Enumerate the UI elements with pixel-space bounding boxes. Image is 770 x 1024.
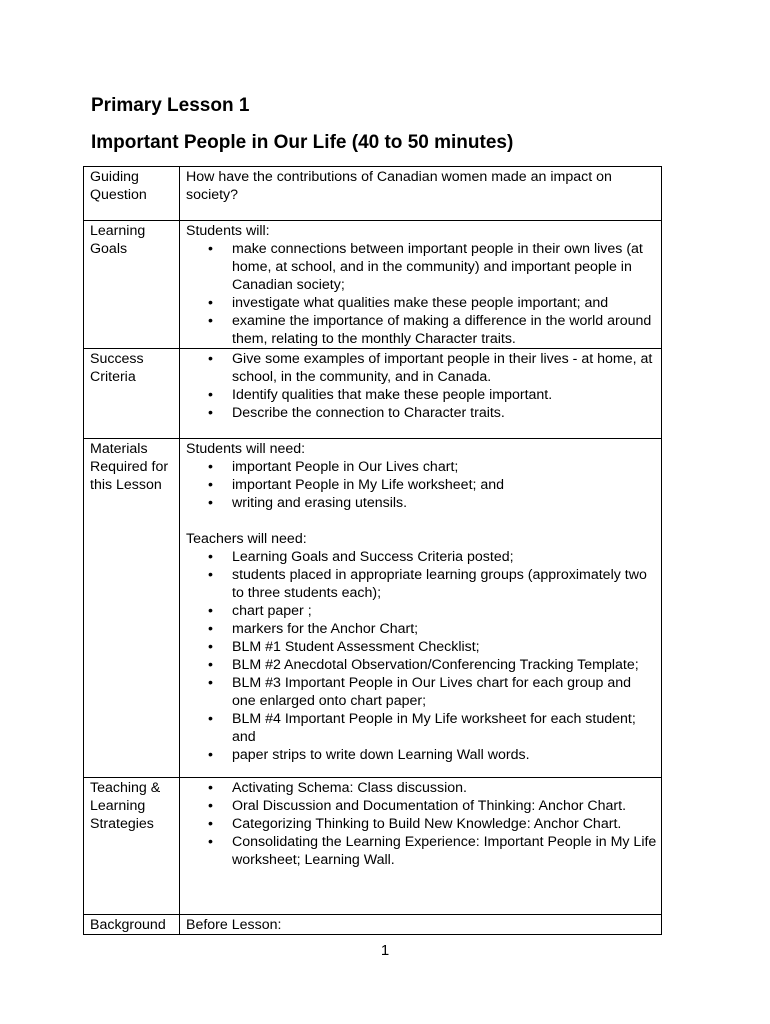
teachers-need-list xyxy=(186,548,657,764)
lesson-number-heading: Primary Lesson 1 xyxy=(91,95,250,116)
row-label: Materials Required for this Lesson xyxy=(84,439,180,778)
students-need-intro: Students will need: xyxy=(186,441,306,457)
learning-goals-list xyxy=(186,240,657,348)
materials-content xyxy=(180,439,662,778)
list-item: • writing and erasing utensils. xyxy=(232,494,657,512)
list-item: • important People in My Life worksheet; and xyxy=(232,476,657,494)
list-item: • Categorizing Thinking to Build New Knowledge: Anchor Chart. xyxy=(232,815,657,833)
list-item: • Oral Discussion and Documentation of Thinking: Anchor Chart. xyxy=(232,797,657,815)
guiding-question-text: How have the contributions of Canadian women made an impact on society? xyxy=(180,167,662,221)
learning-goals-row xyxy=(84,221,662,349)
learning-goals-content xyxy=(180,221,662,349)
teachers-need-intro: Teachers will need: xyxy=(186,531,307,547)
list-item: • markers for the Anchor Chart; xyxy=(232,620,657,638)
materials-row xyxy=(84,439,662,778)
page-number: 1 xyxy=(380,942,390,959)
list-item: • Describe the connection to Character traits. xyxy=(232,404,657,422)
list-item: • examine the importance of making a difference in the world around them, relating to the monthly Character traits. xyxy=(232,312,657,348)
row-label: Background xyxy=(84,915,180,935)
list-intro: Students will: xyxy=(186,223,270,239)
list-item: • investigate what qualities make these people important; and xyxy=(232,294,657,312)
list-item: • paper strips to write down Learning Wall words. xyxy=(232,746,657,764)
list-item: • BLM #3 Important People in Our Lives chart for each group and one enlarged onto chart paper; xyxy=(232,674,657,710)
strategies-content xyxy=(180,778,662,915)
list-item: • Activating Schema: Class discussion. xyxy=(232,779,657,797)
list-item: • chart paper ; xyxy=(232,602,657,620)
background-row xyxy=(84,915,662,935)
list-item: • BLM #4 Important People in My Life worksheet for each student; and xyxy=(232,710,657,746)
lesson-title-heading: Important People in Our Life (40 to 50 minutes) xyxy=(91,132,514,153)
row-label: Guiding Question xyxy=(84,167,180,221)
list-item: • students placed in appropriate learning groups (approximately two to three students each); xyxy=(232,566,657,602)
list-item: • important People in Our Lives chart; xyxy=(232,458,657,476)
list-item: • Consolidating the Learning Experience: Important People in My Life worksheet; Learning Wall. xyxy=(232,833,657,869)
lesson-plan-table xyxy=(83,166,662,935)
list-item: • Give some examples of important people in their lives - at home, at school, in the community, and in Canada. xyxy=(232,350,657,386)
success-criteria-row xyxy=(84,349,662,439)
success-criteria-content xyxy=(180,349,662,439)
row-label: Learning Goals xyxy=(84,221,180,349)
guiding-question-row xyxy=(84,167,662,221)
row-label: Success Criteria xyxy=(84,349,180,439)
row-label: Teaching & Learning Strategies xyxy=(84,778,180,915)
list-item: • Identify qualities that make these people important. xyxy=(232,386,657,404)
success-criteria-list xyxy=(186,350,657,422)
students-need-list xyxy=(186,458,657,512)
strategies-row xyxy=(84,778,662,915)
list-item: • BLM #2 Anecdotal Observation/Conferencing Tracking Template; xyxy=(232,656,657,674)
strategies-list xyxy=(186,779,657,869)
list-item: • Learning Goals and Success Criteria posted; xyxy=(232,548,657,566)
background-text: Before Lesson: xyxy=(180,915,662,935)
list-item: • BLM #1 Student Assessment Checklist; xyxy=(232,638,657,656)
list-item: • make connections between important people in their own lives (at home, at school, and in the community) and important people in Canadian society; xyxy=(232,240,657,294)
